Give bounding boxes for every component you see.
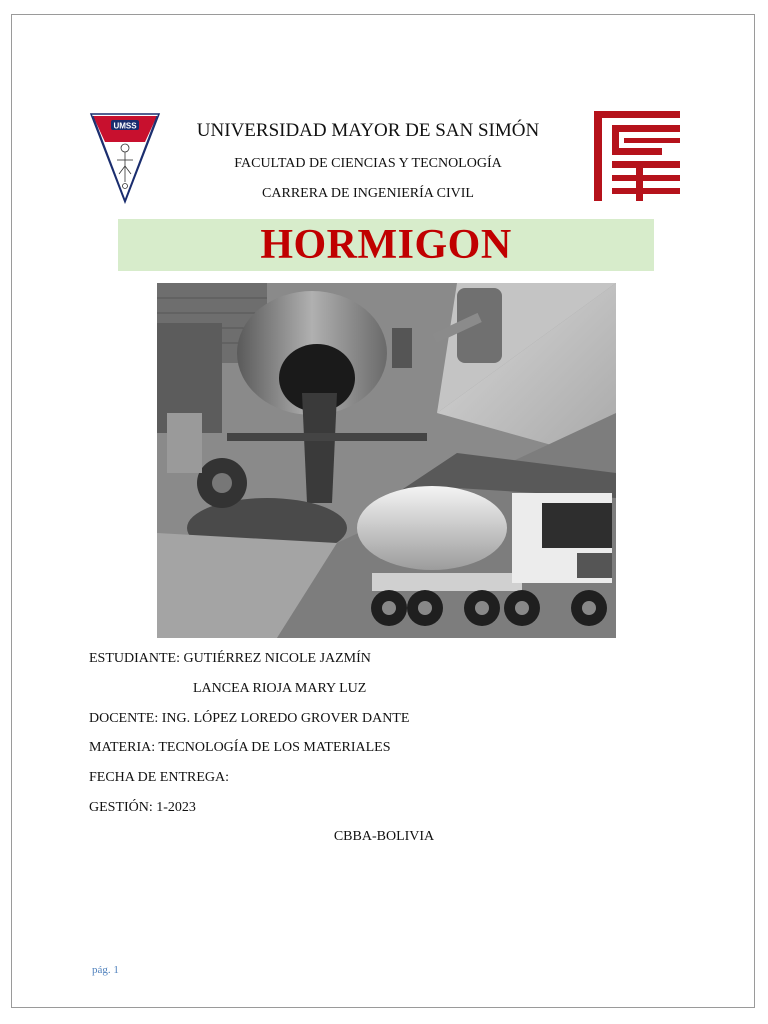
document-title: HORMIGON — [260, 222, 512, 268]
subject-line: MATERIA: TECNOLOGÍA DE LOS MATERIALES — [89, 740, 391, 755]
student-line-2: LANCEA RIOJA MARY LUZ — [193, 681, 367, 696]
university-name: UNIVERSIDAD MAYOR DE SAN SIMÓN — [196, 120, 540, 141]
concrete-mixer-photo-icon — [157, 283, 616, 638]
faculty-name: FACULTAD DE CIENCIAS Y TECNOLOGÍA — [234, 156, 502, 171]
teacher-line: DOCENTE: ING. LÓPEZ LOREDO GROVER DANTE — [89, 711, 410, 726]
location-line: CBBA-BOLIVIA — [333, 829, 435, 844]
term-line: GESTIÓN: 1-2023 — [89, 800, 196, 815]
delivery-date-line: FECHA DE ENTREGA: — [89, 770, 229, 785]
career-name: CARRERA DE INGENIERÍA CIVIL — [262, 186, 474, 201]
title-band — [118, 219, 654, 271]
umss-logo-text: UMSS — [113, 121, 137, 131]
student-line-1: ESTUDIANTE: GUTIÉRREZ NICOLE JAZMÍN — [89, 651, 371, 666]
page-number: pág. 1 — [92, 964, 119, 976]
